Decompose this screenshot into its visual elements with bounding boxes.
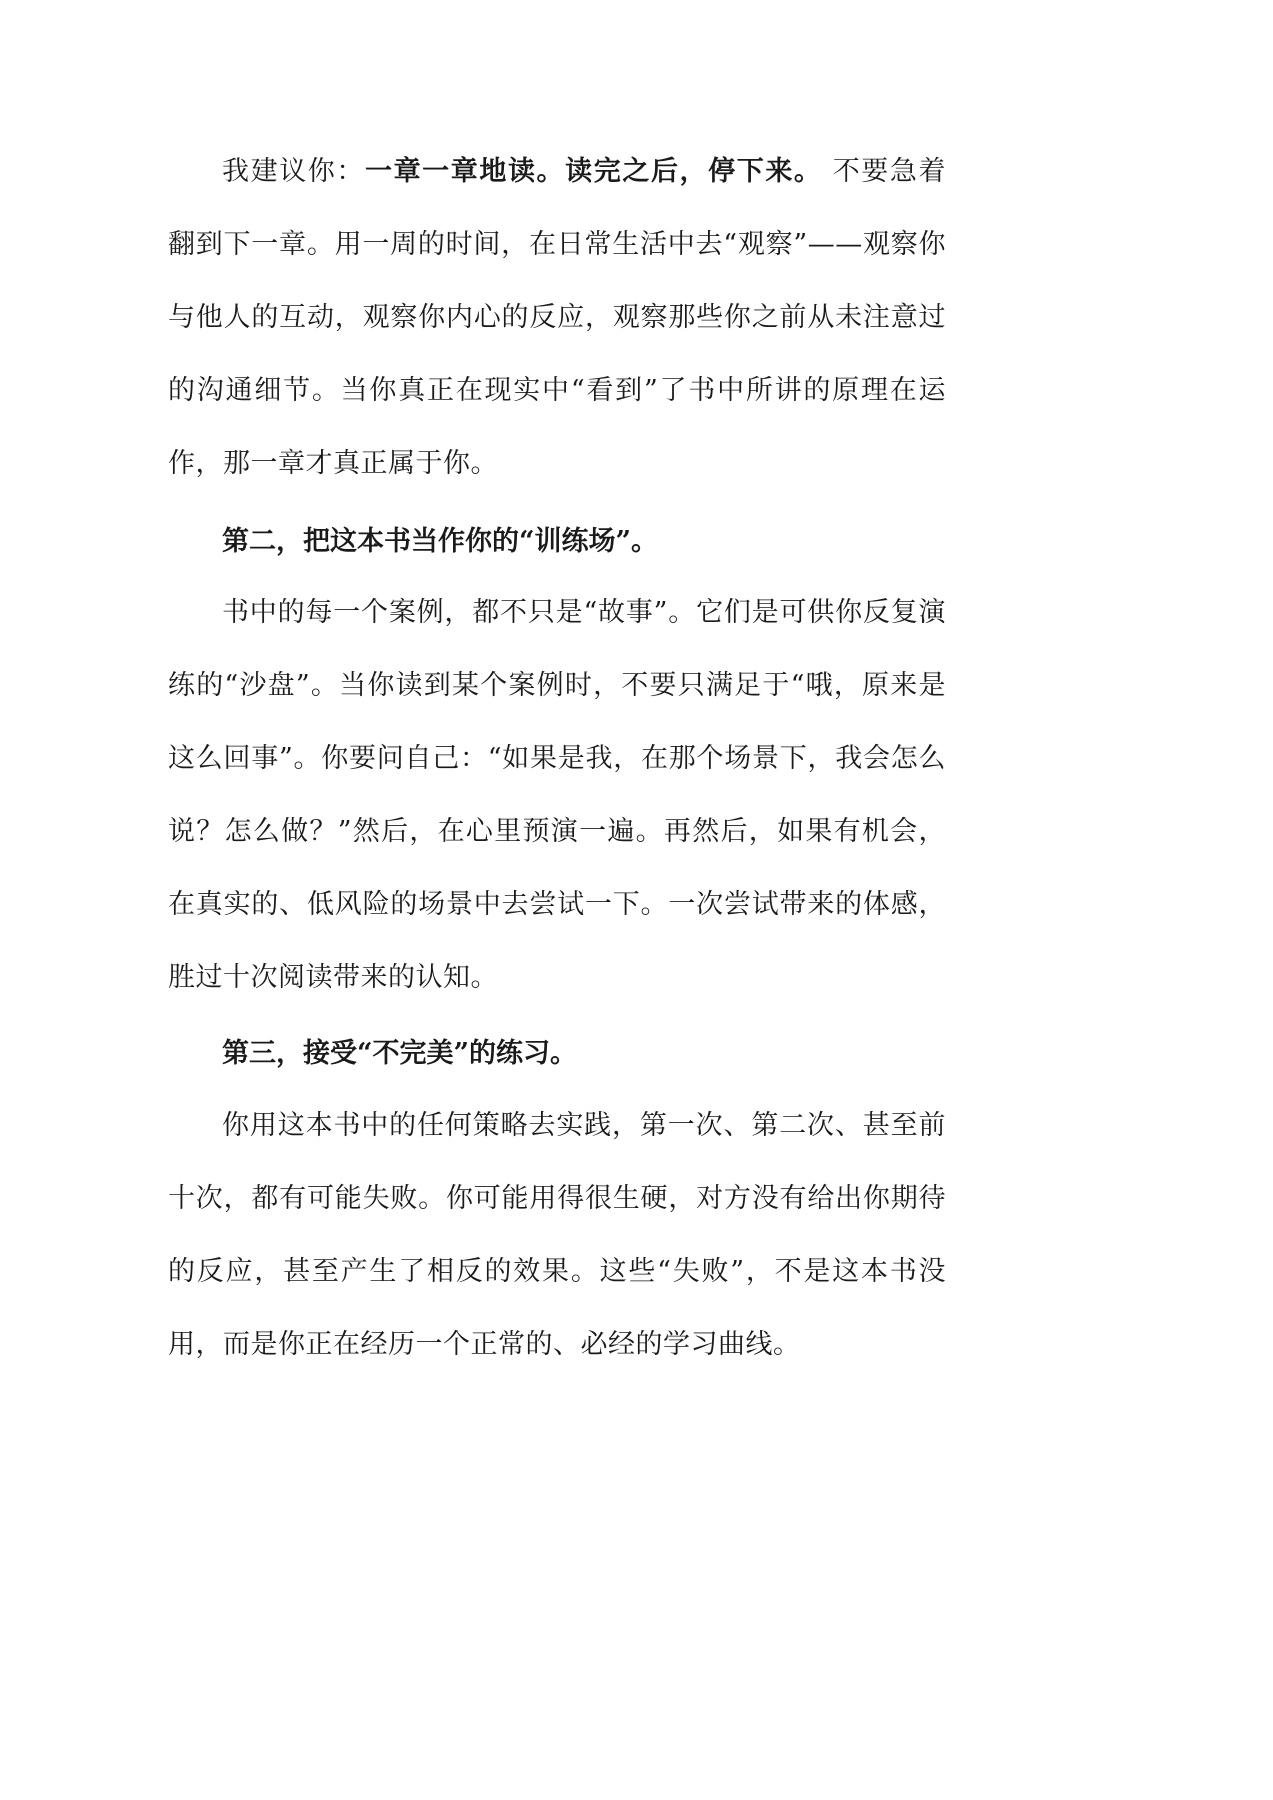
paragraph-rest: 不要急着翻到下一章。用一周的时间，在日常生活中去“观察”——观察你与他人的互动，观察你内心的反应，观察那些你之前从未注意过的沟通细节。当你真正在现实中“看到”了书中所讲的原理在运作，那一章才真正属于你。 [168, 156, 946, 479]
paragraph-training-ground: 书中的每一个案例，都不只是“故事”。它们是可供你反复演练的“沙盘”。当你读到某个案例时，不要只满足于“哦，原来是这么回事”。你要问自己：“如果是我，在那个场景下，我会怎么说？怎么做？”然后，在心里预演一遍。再然后，如果有机会，在真实的、低风险的场景中去尝试一下。一次尝试带来的体感，胜过十次阅读带来的认知。 [168, 597, 946, 993]
section-heading-third: 第三，接受“不完美”的练习。 [222, 1038, 578, 1069]
paragraph-lead: 我建议你： [222, 156, 365, 187]
paragraph-bold-emphasis: 一章一章地读。读完之后，停下来。 [364, 156, 823, 187]
paragraph-reading-advice [168, 135, 946, 500]
section-heading-second: 第二，把这本书当作你的“训练场”。 [222, 526, 659, 557]
paragraph-imperfect-practice: 你用这本书中的任何策略去实践，第一次、第二次、甚至前十次，都有可能失败。你可能用得很生硬，对方没有给出你期待的反应，甚至产生了相反的效果。这些“失败”，不是这本书没用，而是你正在经历一个正常的、必经的学习曲线。 [168, 1110, 946, 1360]
